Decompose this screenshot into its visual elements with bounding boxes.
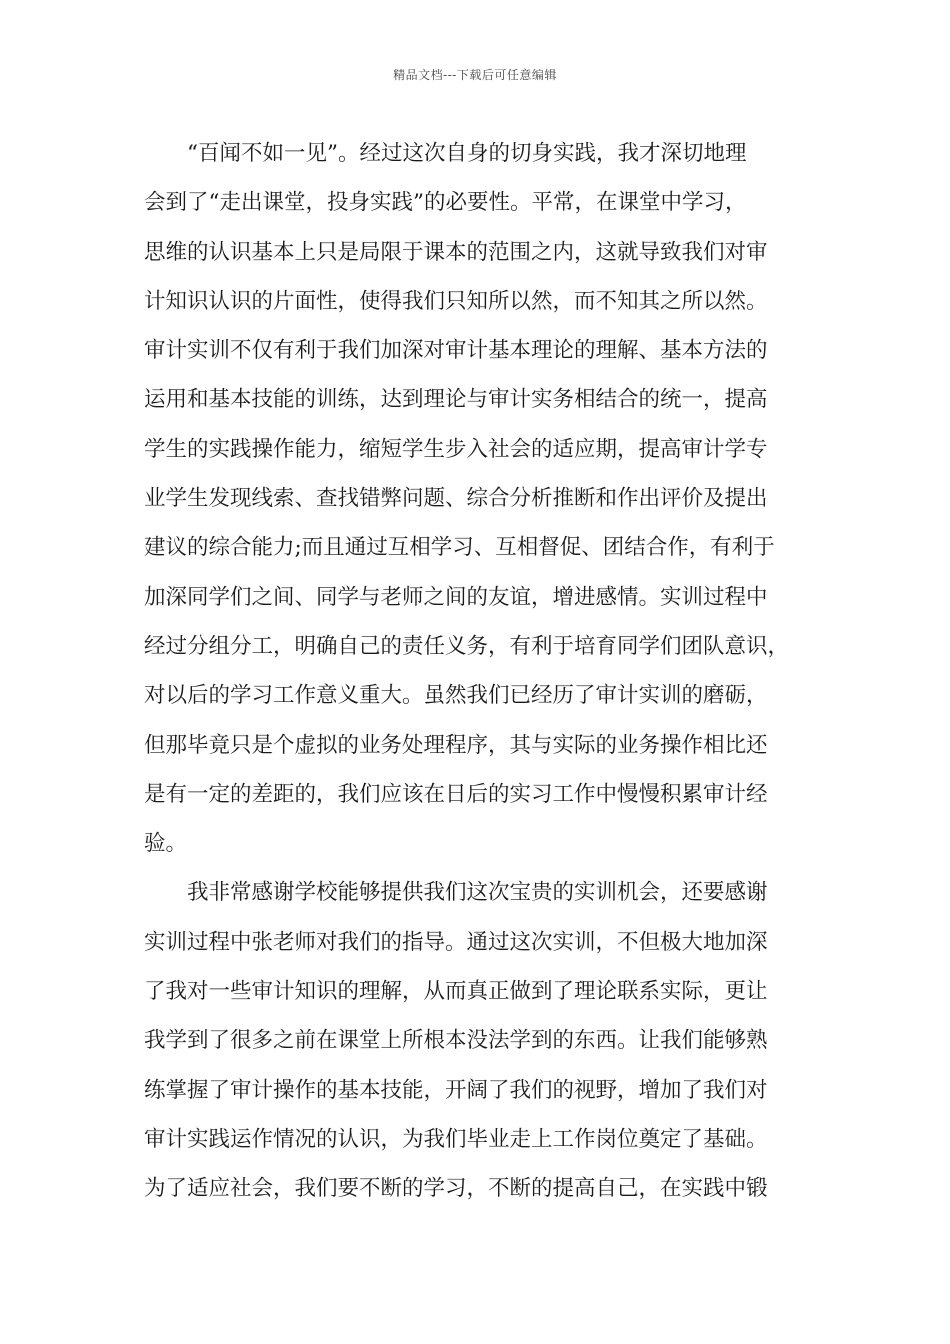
text-line: 会到了“走出课堂，投身实践”的必要性。平常，在课堂中学习， xyxy=(144,190,747,216)
text-line: 审计实训不仅有利于我们加深对审计基本理论的理解、基本方法的 xyxy=(144,338,768,364)
text-line: 但那毕竟只是个虚拟的业务处理程序，其与实际的业务操作相比还 xyxy=(144,732,768,758)
text-line: 是有一定的差距的，我们应该在日后的实习工作中慢慢积累审计经 xyxy=(144,781,768,807)
text-line: 为了适应社会，我们要不断的学习，不断的提高自己，在实践中锻 xyxy=(144,1176,768,1202)
text-line: 审计实践运作情况的认识，为我们毕业走上工作岗位奠定了基础。 xyxy=(144,1126,768,1152)
text-line: 建议的综合能力;而且通过互相学习、互相督促、团结合作，有利于 xyxy=(144,535,775,561)
text-line: 练掌握了审计操作的基本技能，开阔了我们的视野，增加了我们对 xyxy=(144,1077,768,1103)
text-line: 经过分组分工，明确自己的责任义务，有利于培育同学们团队意识， xyxy=(144,633,790,659)
page-header: 精品文档---下载后可任意编辑 xyxy=(393,68,557,82)
text-line: 验。 xyxy=(144,831,188,857)
text-line: 运用和基本技能的训练，达到理论与审计实务相结合的统一，提高 xyxy=(144,387,768,413)
text-line: 实训过程中张老师对我们的指导。通过这次实训，不但极大地加深 xyxy=(144,929,768,955)
text-line: 思维的认识基本上只是局限于课本的范围之内，这就导致我们对审 xyxy=(144,239,768,265)
text-line: “百闻不如一见”。经过这次自身的切身实践，我才深切地理 xyxy=(187,141,747,166)
text-line: 了我对一些审计知识的理解，从而真正做到了理论联系实际，更让 xyxy=(144,979,768,1005)
text-line: 我非常感谢学校能够提供我们这次宝贵的实训机会，还要感谢 xyxy=(187,880,768,906)
text-line: 计知识认识的片面性，使得我们只知所以然，而不知其之所以然。 xyxy=(144,288,768,314)
text-line: 业学生发现线索、查找错弊问题、综合分析推断和作出评价及提出 xyxy=(144,486,768,512)
text-line: 我学到了很多之前在课堂上所根本没法学到的东西。让我们能够熟 xyxy=(144,1028,768,1054)
text-line: 学生的实践操作能力，缩短学生步入社会的适应期，提高审计学专 xyxy=(144,436,768,462)
text-line: 加深同学们之间、同学与老师之间的友谊，增进感情。实训过程中 xyxy=(144,584,768,610)
paragraph-1 xyxy=(144,133,824,872)
document-body xyxy=(144,133,824,1218)
paragraph-2 xyxy=(144,872,824,1217)
text-line: 对以后的学习工作意义重大。虽然我们已经历了审计实训的磨砺， xyxy=(144,683,768,709)
